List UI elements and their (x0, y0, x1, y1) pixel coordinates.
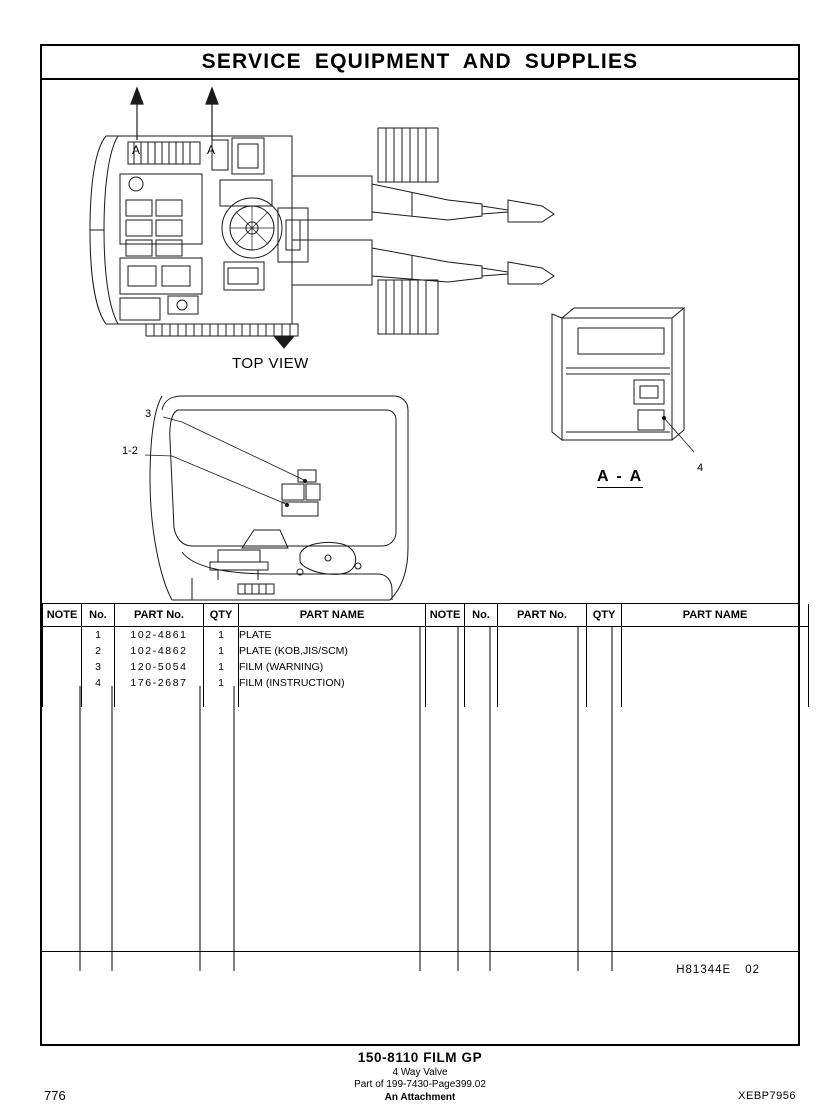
header-note-left: NOTE (43, 604, 82, 627)
cell-qty: 1 (204, 675, 239, 691)
cell-no: 3 (82, 659, 115, 675)
document-sequence: 02 (745, 964, 760, 976)
table-grid-lines (42, 626, 798, 971)
header-note-right: NOTE (426, 604, 465, 627)
cell-part-no: 102-4861 (115, 627, 204, 644)
caption-part-group: 150-8110 FILM GP (357, 1050, 483, 1065)
figure-caption (40, 1050, 800, 1104)
header-partname-right: PART NAME (622, 604, 809, 627)
table-footer-strip (42, 951, 798, 993)
cell-no: 2 (82, 643, 115, 659)
document-code-block (676, 964, 760, 976)
caption-part-of: Part of 199-7430-Page399.02 (354, 1079, 486, 1091)
callout-1-2: 1-2 (122, 445, 138, 457)
cell-part-no: 176-2687 (115, 675, 204, 691)
header-qty-left: QTY (204, 604, 239, 627)
cell-part-name: PLATE (KOB,JIS/SCM) (239, 643, 426, 659)
caption-subtitle: 4 Way Valve (392, 1066, 448, 1078)
publication-id: XEBP7956 (738, 1090, 796, 1102)
header-partno-left: PART No. (115, 604, 204, 627)
illustration-area (42, 80, 798, 603)
page-frame (40, 44, 800, 1046)
cell-qty: 1 (204, 643, 239, 659)
cell-part-no: 102-4862 (115, 643, 204, 659)
cell-qty: 1 (204, 627, 239, 644)
callout-4: 4 (697, 462, 704, 474)
header-no-right: No. (465, 604, 498, 627)
cell-no: 1 (82, 627, 115, 644)
technical-drawing (42, 80, 798, 603)
page-title: SERVICE EQUIPMENT AND SUPPLIES (201, 50, 639, 73)
svg-text:A: A (207, 143, 216, 157)
parts-table-container (42, 603, 798, 993)
header-partno-right: PART No. (498, 604, 587, 627)
table-header-row (43, 604, 809, 627)
cell-part-name: PLATE (239, 627, 426, 644)
cell-part-no: 120-5054 (115, 659, 204, 675)
cell-part-name: FILM (WARNING) (239, 659, 426, 675)
page-title-bar (42, 46, 798, 80)
caption-attachment: An Attachment (384, 1091, 456, 1103)
document-code: H81344E (676, 964, 732, 976)
section-aa-label: A - A (597, 468, 643, 488)
page-number: 776 (44, 1088, 66, 1103)
svg-text:A: A (132, 143, 141, 157)
header-qty-right: QTY (587, 604, 622, 627)
header-partname-left: PART NAME (239, 604, 426, 627)
header-no-left: No. (82, 604, 115, 627)
callout-3: 3 (145, 408, 152, 420)
top-view-label: TOP VIEW (232, 355, 309, 372)
cell-qty: 1 (204, 659, 239, 675)
cell-part-name: FILM (INSTRUCTION) (239, 675, 426, 691)
cell-no: 4 (82, 675, 115, 691)
